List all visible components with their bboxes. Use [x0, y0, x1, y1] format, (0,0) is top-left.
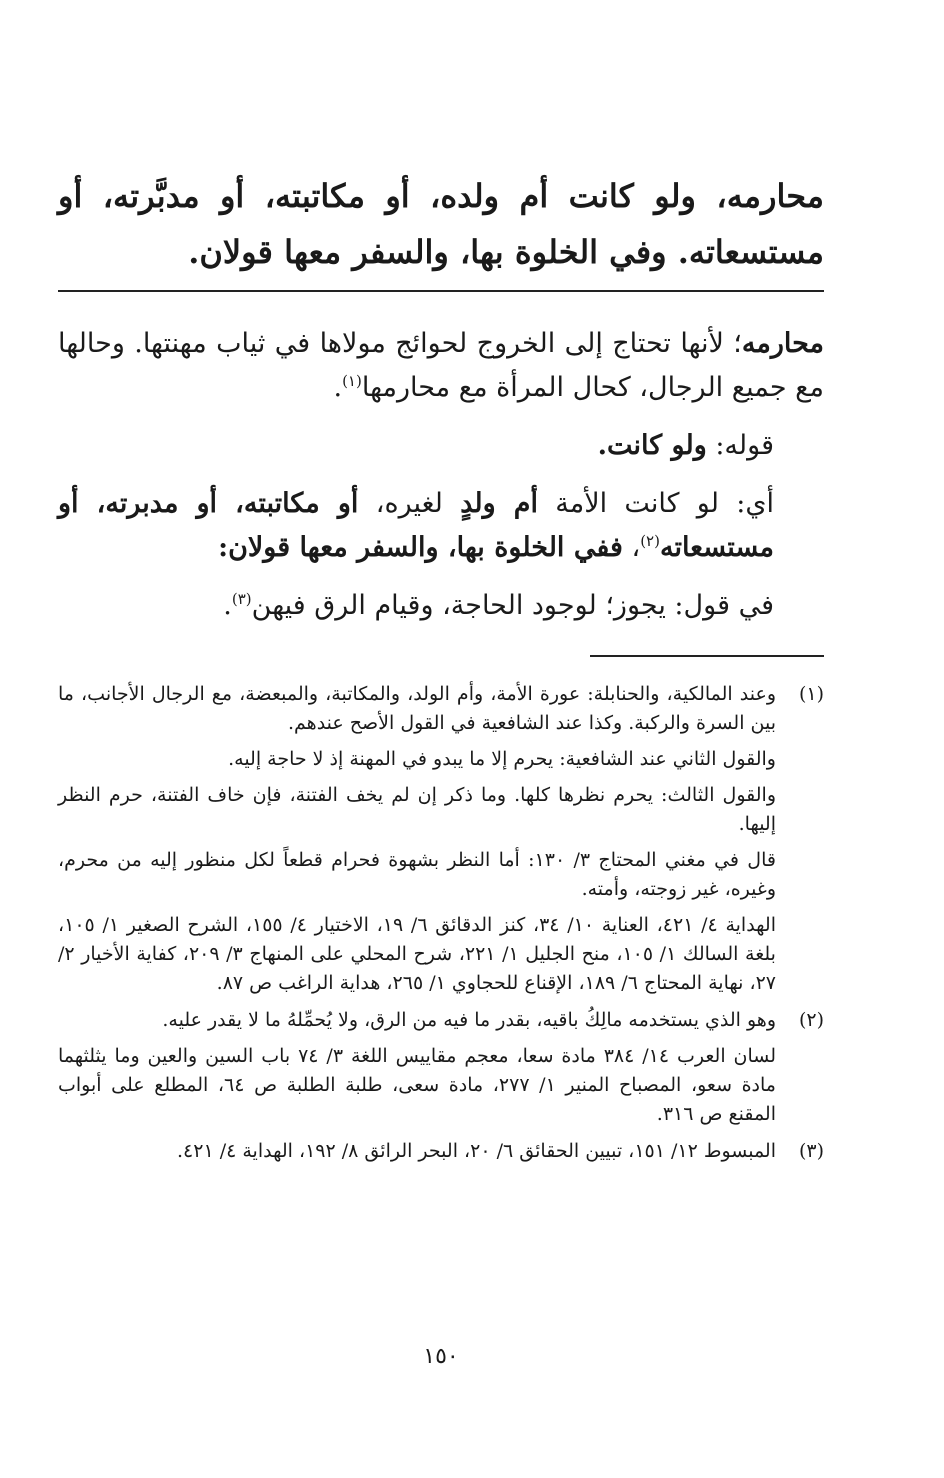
footnote-ref[interactable]: (٣) [231, 590, 252, 608]
commentary-text: أي: لو كانت الأمة [537, 488, 775, 519]
commentary-term: أم ولدٍ [460, 488, 538, 519]
footnote-paragraph: المبسوط ١٢/ ١٥١، تبيين الحقائق ٦/ ٢٠، البحر الرائق ٨/ ١٩٢، الهداية ٤/ ٤٢١. [176, 1140, 776, 1162]
commentary-label: قوله: [706, 430, 774, 461]
footnote-ref[interactable]: (٢) [640, 532, 660, 550]
commentary-text: في قول: يجوز؛ لوجود الحاجة، وقيام الرق فيهن [251, 590, 774, 621]
commentary-block [58, 322, 824, 628]
footnote-ref[interactable]: (١) [342, 372, 362, 390]
footnote-paragraph: والقول الثاني عند الشافعية: يحرم إلا ما يبدو في المهنة إذ لا حاجة إليه. [228, 748, 776, 770]
commentary-term: محارمه [741, 328, 824, 359]
footnote-divider [590, 655, 824, 657]
commentary-punct: ، [622, 532, 641, 563]
footnote-2 [58, 1006, 824, 1129]
main-text-divider [58, 290, 824, 292]
footnote-1 [58, 680, 824, 998]
commentary-text: لغيره، [358, 488, 461, 519]
page [58, 0, 824, 1478]
commentary-term: ففي الخلوة بها، والسفر معها قولان: [218, 532, 623, 563]
commentary-text: ؛ لأنها تحتاج إلى الخروج لحوائج مولاها في ثياب مهنتها. وحالها مع جميع الرجال، كحال المرأة مع محارمها [58, 328, 824, 403]
main-text-block [58, 168, 824, 280]
commentary-term: أو مكاتبته، أو مدبرته، أو مستسعاته [58, 488, 774, 563]
commentary-punct: . [333, 372, 343, 403]
footnote-paragraph: والقول الثالث: يحرم نظرها كلها. وما ذكر إن لم يخف الفتنة، فإن خاف الفتنة، حرم النظر إليها. [58, 784, 776, 835]
footnote-number: (٢) [798, 1009, 824, 1031]
footnote-paragraph: وهو الذي يستخدمه مالِكُ باقيه، بقدر ما فيه من الرق، ولا يُحمِّلهُ ما لا يقدر عليه. [162, 1009, 776, 1031]
footnote-3 [58, 1137, 824, 1166]
main-text: محارمه، ولو كانت أم ولده، أو مكاتبته، أو مدبَّرته، أو مستسعاته. وفي الخلوة بها، والسفر معها قولان. [58, 177, 824, 271]
footnote-paragraph: وعند المالكية، والحنابلة: عورة الأمة، وأم الولد، والمكاتبة، والمبعضة، مع الرجال الأجانب، ما بين السرة والركبة. وكذا عند الشافعية في القول الأصح عندهم. [58, 683, 776, 734]
footnote-number: (١) [798, 683, 824, 705]
commentary-paragraph-4 [58, 584, 824, 628]
page-number: ١٥٠ [423, 1344, 459, 1369]
commentary-term: ولو كانت. [597, 430, 707, 461]
footnote-paragraph: قال في مغني المحتاج ٣/ ١٣٠: أما النظر بشهوة فحرام قطعاً لكل منظور إليه من محرم، وغيره، غير زوجته، وأمته. [58, 849, 776, 900]
footnote-paragraph: الهداية ٤/ ٤٢١، العناية ١٠/ ٣٤، كنز الدقائق ٦/ ١٩، الاختيار ٤/ ١٥٥، الشرح الصغير ١/ ١٠٥، بلغة السالك ١/ ١٠٥، منح الجليل ١/ ٢٢١، شرح المحلي على المنهاج ٣/ ٢٠٩، كفاية الأخيار ٢/ ٢٧، نهاية المحتاج ٦/ ١٨٩، الإقناع للحجاوي ١/ ٢٦٥، هداية الراغب ص ٨٧. [58, 914, 776, 994]
commentary-paragraph-3 [58, 482, 824, 570]
commentary-paragraph-1 [58, 322, 824, 410]
footnotes [58, 680, 824, 1174]
footnote-paragraph: لسان العرب ١٤/ ٣٨٤ مادة سعا، معجم مقاييس اللغة ٣/ ٧٤ باب السين والعين وما يثلثهما مادة سعو، المصباح المنير ١/ ٢٧٧، مادة سعى، طلبة الطلبة ص ٦٤، المطلع على أبواب المقنع ص ٣١٦. [58, 1045, 776, 1125]
commentary-punct: . [223, 590, 232, 621]
commentary-paragraph-2 [58, 424, 824, 468]
footnote-number: (٣) [798, 1140, 824, 1162]
